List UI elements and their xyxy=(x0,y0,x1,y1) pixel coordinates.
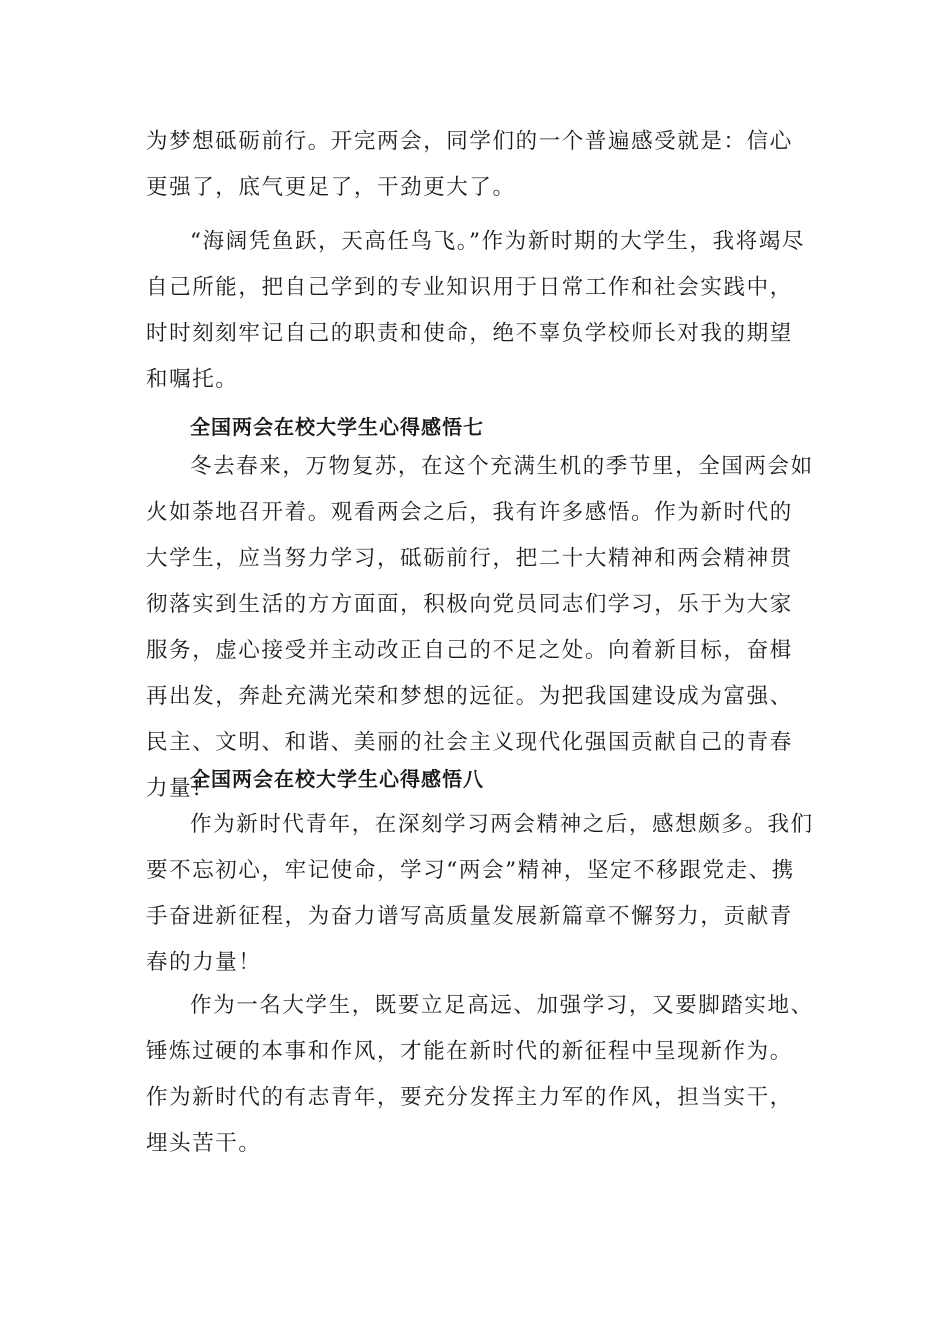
paragraph-continuation: 为梦想砥砺前行。开完两会，同学们的一个普遍感受就是：信心更强了，底气更足了，干劲更大了。 xyxy=(146,129,793,200)
paragraph-section-eight-first: 作为新时代青年，在深刻学习两会精神之后，感想颇多。我们要不忘初心，牢记使命，学习“两会”精神，坚定不移跟党走、携手奋进新征程，为奋力谱写高质量发展新篇章不懈努力，贡献青春的力量！ xyxy=(146,812,814,975)
paragraph-quote: “海阔凭鱼跃，天高任鸟飞。”作为新时期的大学生，我将竭尽自己所能，把自己学到的专业知识用于日常工作和社会实践中，时时刻刻牢记自己的职责和使命，绝不辜负学校师长对我的期望和嘱托。 xyxy=(146,229,806,392)
section-heading-eight: 全国两会在校大学生心得感悟八 xyxy=(190,767,484,791)
paragraph-section-seven: 冬去春来，万物复苏，在这个充满生机的季节里，全国两会如火如荼地召开着。观看两会之后，我有许多感悟。作为新时代的大学生，应当努力学习，砥砺前行，把二十大精神和两会精神贯彻落实到生活的方方面面，积极向党员同志们学习，乐于为大家服务，虚心接受并主动改正自己的不足之处。向着新目标，奋楫再出发，奔赴充满光荣和梦想的远征。为把我国建设成为富强、民主、文明、和谐、美丽的社会主义现代化强国贡献自己的青春力量! xyxy=(146,454,814,801)
section-heading-seven: 全国两会在校大学生心得感悟七 xyxy=(190,415,484,439)
paragraph-section-eight-second: 作为一名大学生，既要立足高远、加强学习，又要脚踏实地、锤炼过硬的本事和作风，才能在新时代的新征程中呈现新作为。作为新时代的有志青年，要充分发挥主力军的作风，担当实干，埋头苦干。 xyxy=(146,993,814,1156)
